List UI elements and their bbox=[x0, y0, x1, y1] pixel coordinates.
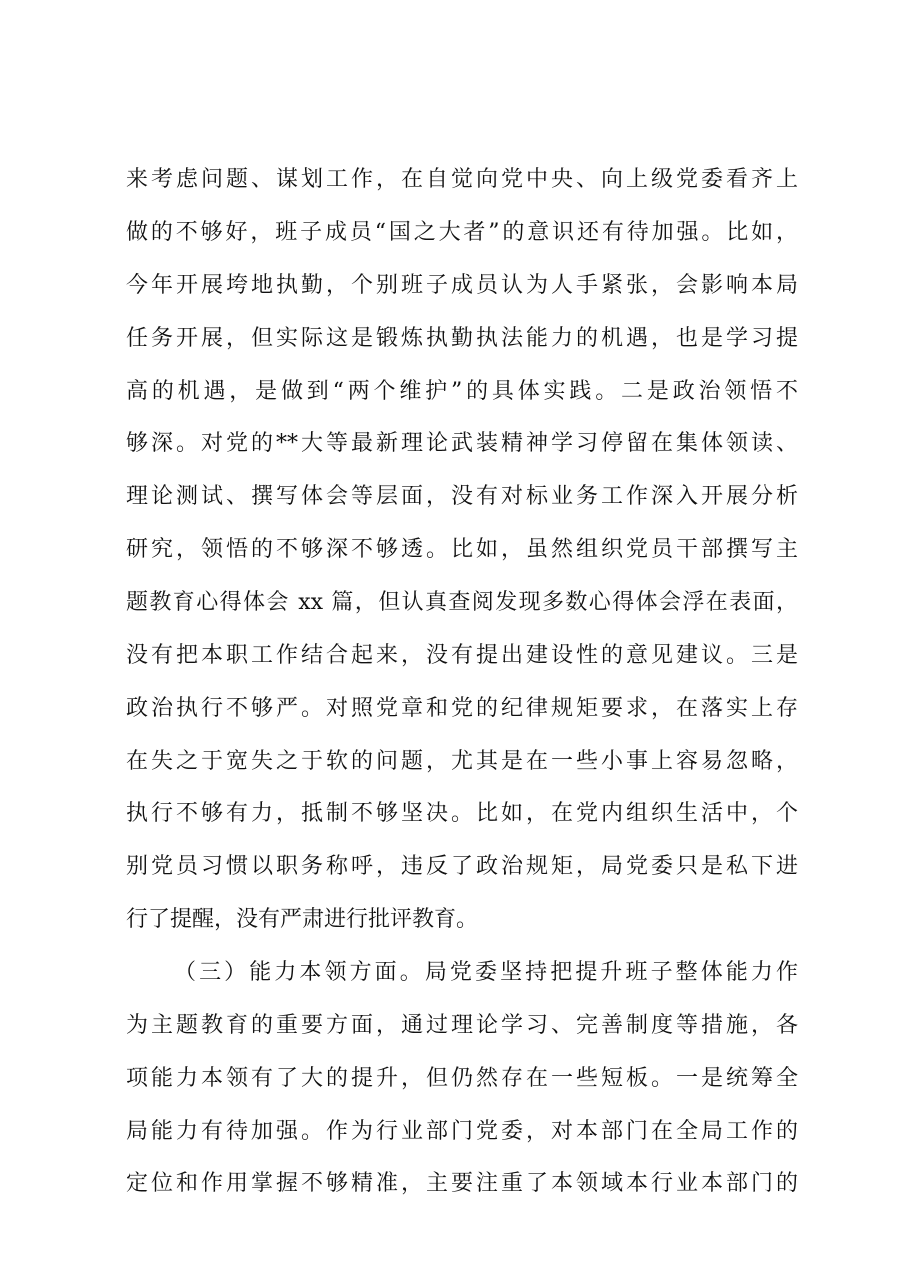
text-line: 为主题教育的重要方面，通过理论学习、完善制度等措施，各 bbox=[126, 1013, 798, 1038]
text-line: 执行不够有力，抵制不够坚决。比如，在党内组织生活中，个 bbox=[126, 801, 798, 826]
text-line: 高的机遇，是做到“两个维护”的具体实践。二是政治领悟不 bbox=[126, 379, 798, 404]
section-heading-line: （三）能力本领方面。局党委坚持把提升班子整体能力作 bbox=[174, 960, 798, 985]
text-line: 项能力本领有了大的提升，但仍然存在一些短板。一是统筹全 bbox=[126, 1066, 798, 1091]
text-line: 任务开展，但实际这是锻炼执勤执法能力的机遇，也是学习提 bbox=[126, 326, 798, 351]
text-line: 在失之于宽失之于软的问题，尤其是在一些小事上容易忽略， bbox=[126, 749, 798, 774]
text-line: 今年开展垮地执勤，个别班子成员认为人手紧张，会影响本局 bbox=[126, 273, 798, 298]
text-line: 题教育心得体会 xx 篇，但认真查阅发现多数心得体会浮在表面， bbox=[126, 590, 798, 615]
text-line: 局能力有待加强。作为行业部门党委，对本部门在全局工作的 bbox=[126, 1119, 798, 1144]
text-line: 定位和作用掌握不够精准，主要注重了本领域本行业本部门的 bbox=[126, 1171, 798, 1196]
text-line: 政治执行不够严。对照党章和党的纪律规矩要求，在落实上存 bbox=[126, 696, 798, 721]
text-line: 行了提醒，没有严肃进行批评教育。 bbox=[126, 907, 479, 932]
text-line: 没有把本职工作结合起来，没有提出建设性的意见建议。三是 bbox=[126, 643, 798, 668]
text-line: 研究，领悟的不够深不够透。比如，虽然组织党员干部撰写主 bbox=[126, 537, 798, 562]
text-line: 别党员习惯以职务称呼，违反了政治规矩，局党委只是私下进 bbox=[126, 854, 798, 879]
text-line: 理论测试、撰写体会等层面，没有对标业务工作深入开展分析 bbox=[126, 484, 798, 509]
text-line: 做的不够好，班子成员“国之大者”的意识还有待加强。比如， bbox=[126, 220, 798, 245]
text-line: 来考虑问题、谋划工作，在自觉向党中央、向上级党委看齐上 bbox=[126, 167, 798, 192]
text-line: 够深。对党的**大等最新理论武装精神学习停留在集体领读、 bbox=[126, 431, 798, 456]
